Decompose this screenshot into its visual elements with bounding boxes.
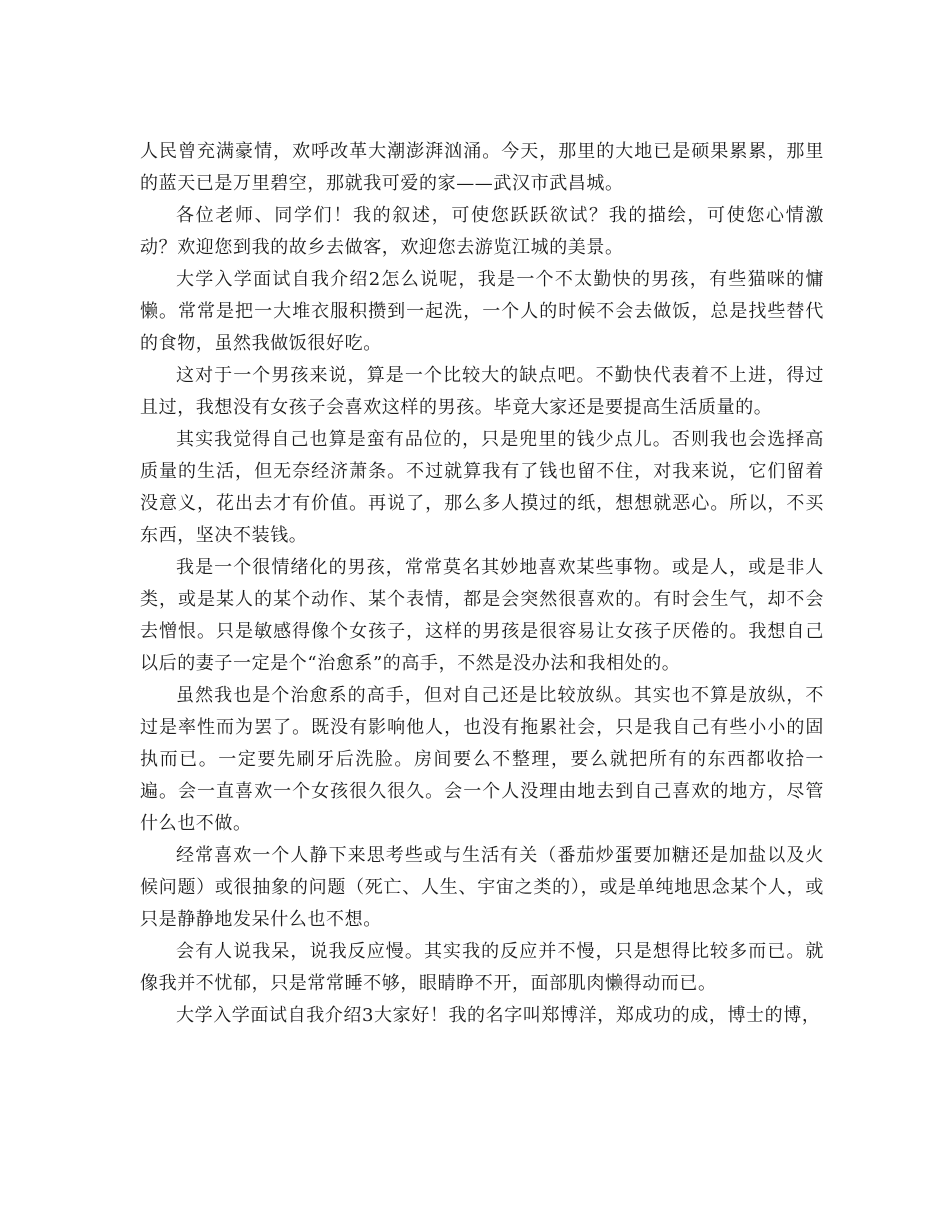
paragraph-2: 各位老师、同学们！我的叙述，可使您跃跃欲试？我的描绘，可使您心情激动？欢迎您到我的故乡去做客，欢迎您去游览江城的美景。 (140, 205, 824, 258)
paragraph-5: 其实我觉得自己也算是蛮有品位的，只是兜里的钱少点儿。否则我也会选择高质量的生活，但无奈经济萧条。不过就算我有了钱也留不住，对我来说，它们留着没意义，花出去才有价值。再说了，那么多人摸过的纸，想想就恶心。所以，不买东西，坚决不装钱。 (140, 429, 824, 546)
document-body (140, 136, 824, 1032)
paragraph-10: 大学入学面试自我介绍3大家好！我的名字叫郑博洋，郑成功的成，博士的博， (176, 1005, 821, 1026)
paragraph-7: 虽然我也是个治愈系的高手，但对自己还是比较放纵。其实也不算是放纵，不过是率性而为罢了。既没有影响他人，也没有拖累社会，只是我自己有些小小的固执而已。一定要先刷牙后洗脸。房间要么不整理，要么就把所有的东西都收拾一遍。会一直喜欢一个女孩很久很久。会一个人没理由地去到自己喜欢的地方，尽管什么也不做。 (140, 685, 824, 834)
paragraph-9: 会有人说我呆，说我反应慢。其实我的反应并不慢，只是想得比较多而已。就像我并不忧郁，只是常常睡不够，眼睛睁不开，面部肌肉懒得动而已。 (140, 941, 824, 994)
paragraph-6: 我是一个很情绪化的男孩，常常莫名其妙地喜欢某些事物。或是人，或是非人类，或是某人的某个动作、某个表情，都是会突然很喜欢的。有时会生气，却不会去憎恨。只是敏感得像个女孩子，这样的男孩是很容易让女孩子厌倦的。我想自己以后的妻子一定是个“治愈系”的高手，不然是没办法和我相处的。 (140, 557, 824, 674)
paragraph-1: 人民曾充满豪情，欢呼改革大潮澎湃汹涌。今天，那里的大地已是硕果累累，那里的蓝天已是万里碧空，那就我可爱的家——武汉市武昌城。 (140, 141, 824, 194)
paragraph-8: 经常喜欢一个人静下来思考些或与生活有关（番茄炒蛋要加糖还是加盐以及火候问题）或很抽象的问题（死亡、人生、宇宙之类的），或是单纯地思念某个人，或只是静静地发呆什么也不想。 (140, 845, 824, 930)
paragraph-3: 大学入学面试自我介绍2怎么说呢，我是一个不太勤快的男孩，有些猫咪的慵懒。常常是把一大堆衣服积攒到一起洗，一个人的时候不会去做饭，总是找些替代的食物，虽然我做饭很好吃。 (140, 269, 824, 354)
paragraph-4: 这对于一个男孩来说，算是一个比较大的缺点吧。不勤快代表着不上进，得过且过，我想没有女孩子会喜欢这样的男孩。毕竟大家还是要提高生活质量的。 (140, 365, 824, 418)
